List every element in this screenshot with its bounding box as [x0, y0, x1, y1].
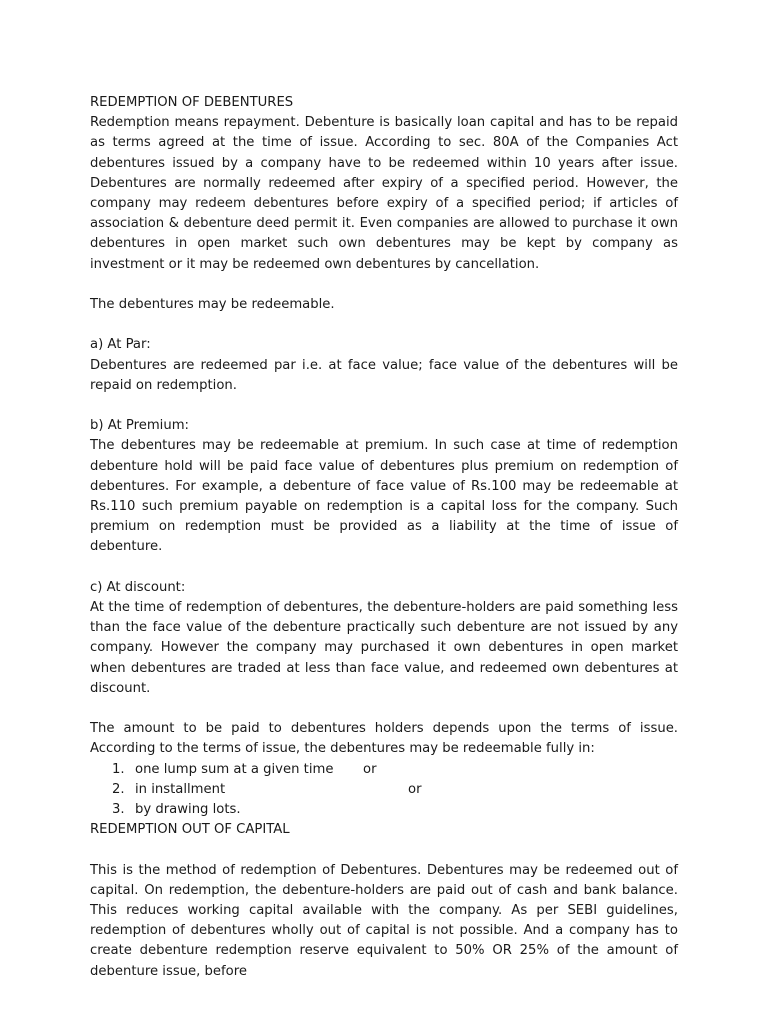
- document-body: [90, 93, 678, 982]
- list-item-or: or: [408, 781, 422, 797]
- list-item-number: 1.: [112, 761, 125, 777]
- section-body-at-premium: The debentures may be redeemable at premium. In such case at time of redemption debenture hold will be paid face value of debentures plus premium on redemption of debentures. For example, a debenture of face value of Rs.100 may be redeemable at Rs.110 such premium payable on redemption is a capital loss for the company. Such premium on redemption must be provided as a liability at the time of issue of debenture.: [90, 438, 678, 555]
- redeemable-line: The debentures may be redeemable.: [90, 297, 335, 313]
- intro-paragraph: Redemption means repayment. Debenture is basically loan capital and has to be repaid as terms agreed at the time of issue. According to sec. 80A of the Companies Act debentures issued by a company have to be redeemed within 10 years after issue. Debentures are normally redeemed after expiry of a specified period. However, the company may redeem debentures before expiry of a specified period; if articles of association & debenture deed permit it. Even companies are allowed to purchase it own debentures in open market such own debentures may be kept by company as investment or it may be redeemed own debentures by cancellation.: [90, 115, 678, 272]
- spacer: [90, 275, 678, 295]
- list-item-or: or: [363, 761, 377, 777]
- list-item: [90, 760, 678, 780]
- list-item-text: in installment: [135, 781, 226, 797]
- list-item-text: one lump sum at a given time: [135, 761, 334, 777]
- document-title: REDEMPTION OF DEBENTURES: [90, 95, 294, 110]
- spacer: [90, 315, 678, 335]
- spacer: [90, 558, 678, 578]
- section-heading-at-par: a) At Par:: [90, 337, 151, 353]
- section-heading-at-premium: b) At Premium:: [90, 418, 189, 434]
- list-item-number: 3.: [112, 802, 125, 818]
- list-item: [90, 780, 678, 800]
- spacer: [90, 396, 678, 416]
- section-body-at-discount: At the time of redemption of debentures, the debenture-holders are paid something less than the face value of the debenture practically such debenture are not issued by any company. However the company may purchased it own debentures in open market when debentures are traded at less than face value, and redeemed own debentures at discount.: [90, 600, 678, 696]
- list-item-text: by drawing lots.: [135, 802, 241, 818]
- list-item: [90, 800, 678, 820]
- section-heading-at-discount: c) At discount:: [90, 579, 186, 595]
- capital-paragraph: This is the method of redemption of Debentures. Debentures may be redeemed out of capital. On redemption, the debenture-holders are paid out of cash and bank balance. This reduces working capital available with the company. As per SEBI guidelines, redemption of debentures wholly out of capital is not possible. And a company has to create debenture redemption reserve equivalent to 50% OR 25% of the amount of debenture issue, before: [90, 862, 678, 979]
- spacer: [90, 840, 678, 860]
- list-item-number: 2.: [112, 781, 125, 797]
- terms-paragraph: The amount to be paid to debentures holders depends upon the terms of issue. According to the terms of issue, the debentures may be redeemable fully in:: [90, 721, 678, 757]
- spacer: [90, 699, 678, 719]
- capital-heading: REDEMPTION OUT OF CAPITAL: [90, 822, 290, 838]
- terms-list: [90, 760, 678, 821]
- section-body-at-par: Debentures are redeemed par i.e. at face value; face value of the debentures will be repaid on redemption.: [90, 357, 678, 393]
